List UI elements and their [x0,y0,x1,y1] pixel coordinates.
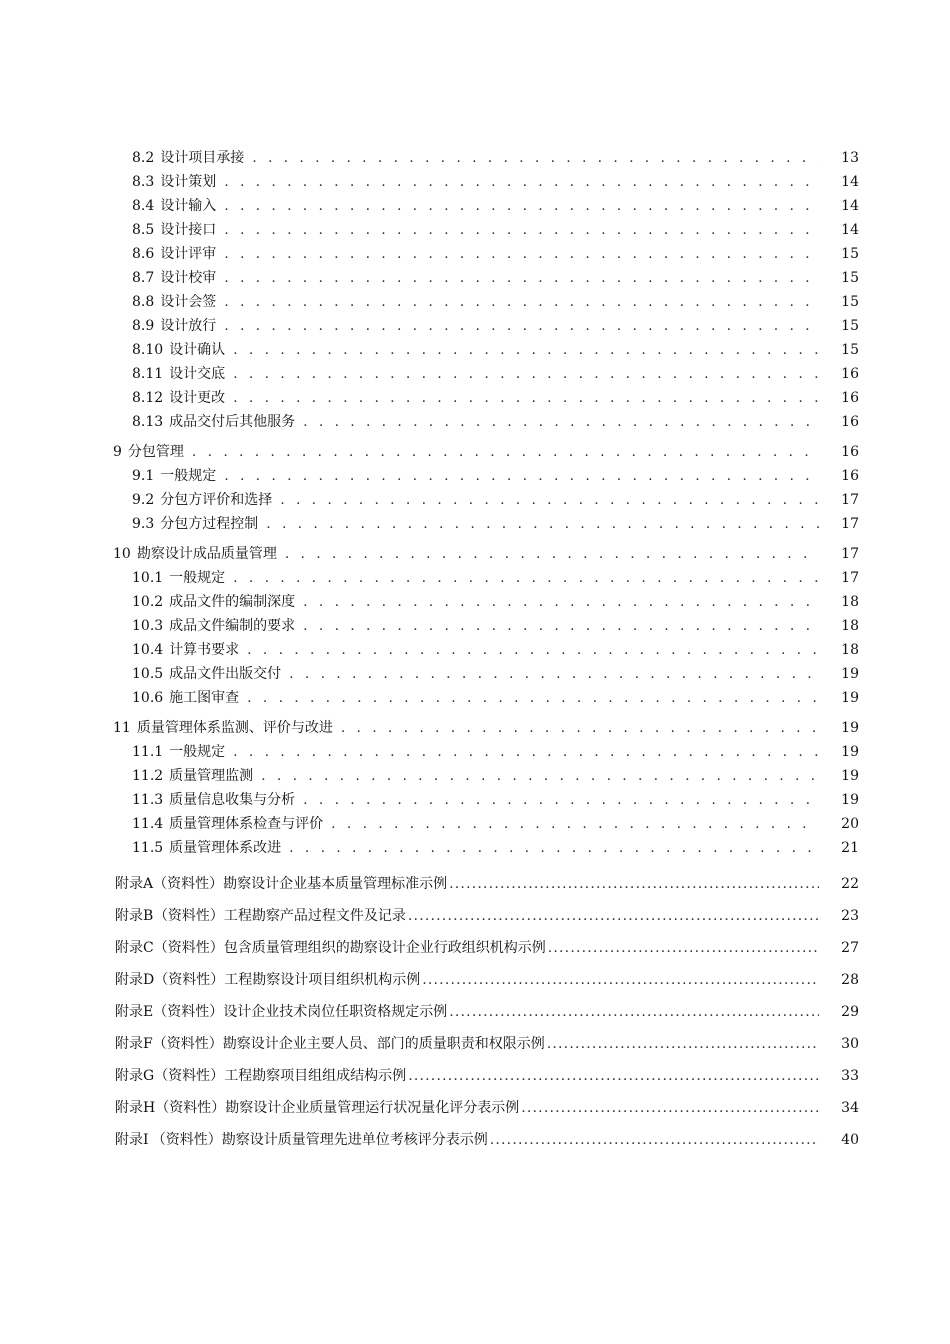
dot-leader [521,1092,819,1124]
toc-entry-title: 分包方过程控制 [160,516,259,532]
dot-leader [233,740,819,764]
appendix-kind: （资料性） [154,972,225,988]
toc-entry-number: 8.3 [132,174,155,190]
toc-entry-number: 9 [113,444,122,460]
toc-chapter-entry[interactable] [0,716,950,740]
appendix-prefix-fu: 附 [115,908,129,924]
dot-leader [408,900,819,932]
toc-section-entry[interactable] [0,566,950,590]
toc-entry-number: 8.10 [132,342,164,358]
toc-entry-page: 18 [841,642,859,658]
appendix-entry[interactable] [0,1124,950,1156]
toc-entry-page: 16 [841,468,859,484]
appendix-prefix-lu: 录 [129,1036,143,1052]
dot-leader [289,662,819,686]
appendix-page: 27 [841,940,859,956]
toc-entry-number: 8.4 [132,198,155,214]
appendix-title: 设计企业技术岗位任职资格规定示例 [223,1004,448,1020]
toc-entry-title: 设计交底 [169,366,226,382]
toc-entry-title: 分包方评价和选择 [160,492,273,508]
appendix-kind: （资料性） [153,940,224,956]
dot-leader [224,194,819,218]
toc-section-entry[interactable] [0,314,950,338]
appendix-title: 勘察设计质量管理先进单位考核评分表示例 [221,1132,488,1148]
dot-leader [303,590,819,614]
toc-entry-title: 一般规定 [160,468,217,484]
appendix-letter: B [143,908,154,924]
toc-entry-number: 8.13 [132,414,164,430]
appendix-kind: （资料性） [153,1004,224,1020]
toc-section-entry[interactable] [0,638,950,662]
toc-entry-page: 14 [841,174,859,190]
toc-entry-title: 施工图审查 [169,690,240,706]
toc-section-entry[interactable] [0,836,950,860]
appendix-entry[interactable] [0,932,950,964]
toc-entry-title: 勘察设计成品质量管理 [136,546,277,562]
dot-leader [252,146,819,170]
dot-leader [449,868,819,900]
appendix-letter: H [143,1100,156,1116]
toc-section-entry[interactable] [0,266,950,290]
toc-entry-page: 19 [841,720,859,736]
appendix-title: 工程勘察设计项目组织机构示例 [224,972,421,988]
toc-entry-page: 17 [841,570,859,586]
dot-leader [422,964,819,996]
toc-entry-title: 设计更改 [169,390,226,406]
dot-leader [261,764,819,788]
appendix-kind: （资料性） [153,876,224,892]
toc-entry-number: 8.9 [132,318,155,334]
appendix-letter: F [143,1036,153,1052]
toc-entry-number: 8.8 [132,294,155,310]
toc-entry-number: 10.1 [132,570,164,586]
appendix-letter: A [143,876,154,892]
appendix-letter: D [143,972,155,988]
appendix-prefix-lu: 录 [129,972,143,988]
toc-entry-title: 质量管理体系改进 [169,840,282,856]
dot-leader [224,314,819,338]
toc-section-entry[interactable] [0,218,950,242]
toc-entry-title: 质量管理体系监测、评价与改进 [136,720,333,736]
toc-entry-title: 一般规定 [169,570,226,586]
appendix-page: 33 [841,1068,859,1084]
toc-section-entry[interactable] [0,194,950,218]
toc-entry-number: 11.5 [132,840,164,856]
dot-leader [247,686,819,710]
appendix-entry[interactable] [0,868,950,900]
toc-section-entry[interactable] [0,290,950,314]
dot-leader [233,338,819,362]
appendix-prefix-lu: 录 [129,876,143,892]
appendix-prefix-fu: 附 [115,1068,129,1084]
appendix-entry[interactable] [0,964,950,996]
toc-entry-number: 8.7 [132,270,155,286]
toc-entry-title: 设计接口 [160,222,217,238]
toc-entry-page: 21 [841,840,859,856]
toc-section-entry[interactable] [0,590,950,614]
toc-entry-number: 10.3 [132,618,164,634]
appendix-kind: （资料性） [151,1132,222,1148]
appendix-prefix-fu: 附 [115,1132,129,1148]
toc-entry-title: 分包管理 [127,444,184,460]
dot-leader [224,170,819,194]
appendix-title: 勘察设计企业主要人员、部门的质量职责和权限示例 [222,1036,545,1052]
toc-entry-title: 成品文件的编制深度 [169,594,296,610]
dot-leader [285,542,819,566]
toc-entry-page: 16 [841,414,859,430]
dot-leader [192,440,819,464]
appendix-page: 22 [841,876,859,892]
toc-entry-page: 14 [841,222,859,238]
appendix-prefix-lu: 录 [129,908,143,924]
toc-entry-number: 10 [113,546,131,562]
toc-entry-page: 19 [841,744,859,760]
dot-leader [224,290,819,314]
toc-section-entry[interactable] [0,146,950,170]
dot-leader [449,996,819,1028]
toc-section-entry[interactable] [0,410,950,434]
toc-entry-title: 成品交付后其他服务 [169,414,296,430]
toc-entry-title: 成品文件出版交付 [169,666,282,682]
appendix-prefix-fu: 附 [115,1100,129,1116]
toc-entry-page: 15 [841,294,859,310]
appendix-letter: G [143,1068,155,1084]
toc-entry-page: 19 [841,792,859,808]
dot-leader [303,614,819,638]
appendix-page: 29 [841,1004,859,1020]
toc-entry-title: 设计会签 [160,294,217,310]
appendix-prefix-lu: 录 [129,940,143,956]
appendix-prefix-lu: 录 [129,1100,143,1116]
toc-entry-page: 17 [841,516,859,532]
appendix-prefix-lu: 录 [129,1068,143,1084]
dot-leader [289,836,819,860]
toc-entry-title: 设计确认 [169,342,226,358]
dot-leader [233,566,819,590]
toc-entry-number: 11.4 [132,816,164,832]
dot-leader [224,242,819,266]
appendix-letter: I [143,1132,149,1148]
appendix-entry[interactable] [0,1028,950,1060]
dot-leader [490,1124,819,1156]
appendix-page: 40 [841,1132,859,1148]
toc-entry-number: 8.2 [132,150,155,166]
toc-entry-title: 成品文件编制的要求 [169,618,296,634]
toc-entry-page: 16 [841,366,859,382]
dot-leader [303,788,819,812]
toc-chapter-entry[interactable] [0,440,950,464]
toc-section-entry[interactable] [0,740,950,764]
toc-entry-title: 质量信息收集与分析 [169,792,296,808]
toc-entry-page: 19 [841,768,859,784]
toc-section-entry[interactable] [0,812,950,836]
toc-entry-page: 20 [841,816,859,832]
appendix-prefix-lu: 录 [129,1132,143,1148]
appendix-prefix-fu: 附 [115,876,129,892]
toc-entry-page: 19 [841,666,859,682]
toc-section-entry[interactable] [0,686,950,710]
toc-section-entry[interactable] [0,170,950,194]
appendix-title: 勘察设计企业质量管理运行状况量化评分表示例 [225,1100,520,1116]
dot-leader [224,218,819,242]
appendix-entry[interactable] [0,996,950,1028]
toc-section-entry[interactable] [0,338,950,362]
appendix-title: 包含质量管理组织的勘察设计企业行政组织机构示例 [223,940,546,956]
toc-entry-title: 质量管理监测 [169,768,254,784]
toc-entry-number: 9.3 [132,516,155,532]
dot-leader [233,386,819,410]
appendix-entry[interactable] [0,1092,950,1124]
toc-section-entry[interactable] [0,764,950,788]
dot-leader [233,362,819,386]
toc-entry-number: 11.1 [132,744,164,760]
dot-leader [224,266,819,290]
table-of-contents [0,146,950,860]
toc-entry-number: 11 [113,720,131,736]
toc-entry-number: 8.6 [132,246,155,262]
toc-entry-title: 计算书要求 [169,642,240,658]
toc-entry-page: 13 [841,150,859,166]
appendix-prefix-fu: 附 [115,1004,129,1020]
toc-entry-page: 18 [841,618,859,634]
dot-leader [408,1060,819,1092]
toc-entry-title: 设计输入 [160,198,217,214]
appendix-title: 工程勘察项目组组成结构示例 [224,1068,407,1084]
toc-entry-title: 设计评审 [160,246,217,262]
appendix-prefix-fu: 附 [115,972,129,988]
toc-entry-number: 10.5 [132,666,164,682]
toc-section-entry[interactable] [0,614,950,638]
toc-entry-title: 一般规定 [169,744,226,760]
appendix-entry[interactable] [0,1060,950,1092]
toc-entry-number: 8.11 [132,366,164,382]
toc-section-entry[interactable] [0,242,950,266]
dot-leader [266,512,819,536]
dot-leader [341,716,819,740]
dot-leader [280,488,819,512]
appendix-page: 28 [841,972,859,988]
dot-leader [547,1028,819,1060]
toc-chapter-entry[interactable] [0,542,950,566]
toc-entry-page: 17 [841,492,859,508]
toc-section-entry[interactable] [0,386,950,410]
toc-entry-page: 15 [841,318,859,334]
toc-entry-title: 质量管理体系检查与评价 [169,816,324,832]
toc-entry-page: 15 [841,270,859,286]
appendix-prefix-lu: 录 [129,1004,143,1020]
toc-entry-number: 8.5 [132,222,155,238]
toc-entry-page: 16 [841,390,859,406]
appendix-page: 23 [841,908,859,924]
dot-leader [548,932,819,964]
appendix-entry[interactable] [0,900,950,932]
toc-entry-page: 15 [841,342,859,358]
appendix-prefix-fu: 附 [115,1036,129,1052]
toc-section-entry[interactable] [0,362,950,386]
appendix-list [0,868,950,1156]
appendix-page: 30 [841,1036,859,1052]
dot-leader [224,464,819,488]
appendix-letter: C [143,940,154,956]
dot-leader [331,812,819,836]
toc-entry-page: 14 [841,198,859,214]
appendix-page: 34 [841,1100,859,1116]
toc-section-entry[interactable] [0,488,950,512]
toc-section-entry[interactable] [0,662,950,686]
toc-entry-title: 设计校审 [160,270,217,286]
toc-entry-page: 18 [841,594,859,610]
toc-entry-number: 10.2 [132,594,164,610]
toc-section-entry[interactable] [0,788,950,812]
toc-entry-number: 10.6 [132,690,164,706]
toc-entry-number: 11.3 [132,792,164,808]
toc-entry-number: 10.4 [132,642,164,658]
toc-entry-title: 设计放行 [160,318,217,334]
appendix-kind: （资料性） [155,1100,226,1116]
appendix-prefix-fu: 附 [115,940,129,956]
toc-entry-title: 设计策划 [160,174,217,190]
toc-entry-number: 11.2 [132,768,164,784]
toc-entry-title: 设计项目承接 [160,150,245,166]
appendix-letter: E [143,1004,154,1020]
toc-entry-number: 9.2 [132,492,155,508]
toc-entry-number: 9.1 [132,468,155,484]
dot-leader [303,410,819,434]
toc-entry-page: 15 [841,246,859,262]
toc-entry-page: 17 [841,546,859,562]
toc-section-entry[interactable] [0,512,950,536]
appendix-title: 工程勘察产品过程文件及记录 [223,908,406,924]
dot-leader [247,638,819,662]
toc-entry-number: 8.12 [132,390,164,406]
appendix-kind: （资料性） [154,1068,225,1084]
appendix-title: 勘察设计企业基本质量管理标准示例 [223,876,448,892]
toc-entry-page: 19 [841,690,859,706]
appendix-kind: （资料性） [153,908,224,924]
appendix-kind: （资料性） [152,1036,223,1052]
toc-entry-page: 16 [841,444,859,460]
toc-section-entry[interactable] [0,464,950,488]
